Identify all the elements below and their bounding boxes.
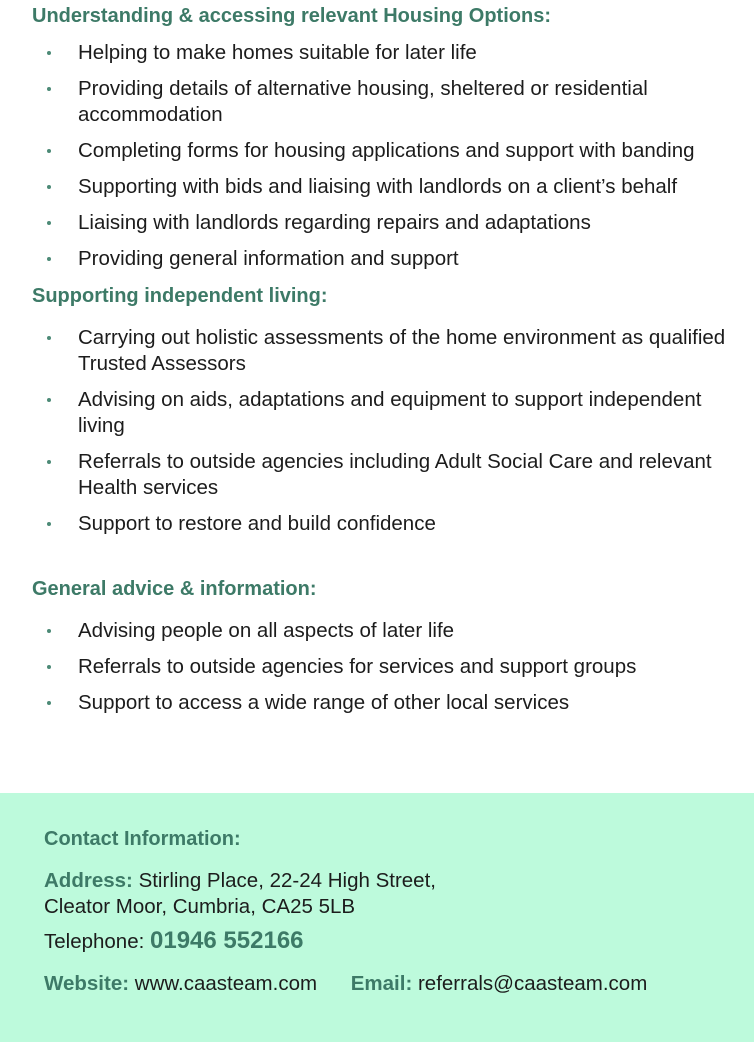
bullet-icon: [47, 701, 51, 705]
list-item-text: Support to access a wide range of other local services: [78, 691, 570, 714]
list-item-text: Completing forms for housing applications and support with banding: [78, 139, 695, 162]
contact-heading: Contact Information:: [44, 828, 241, 850]
list-item: [32, 325, 754, 377]
list-item-text: Referrals to outside agencies for services and support groups: [78, 655, 637, 678]
list-item-text: Providing general information and support: [78, 247, 459, 270]
bullet-icon: [47, 629, 51, 633]
bullet-icon: [47, 149, 51, 153]
email-link[interactable]: referrals@caasteam.com: [417, 972, 648, 995]
bullet-icon: [47, 185, 51, 189]
address-label: Address:: [44, 869, 133, 892]
bullet-icon: [47, 460, 51, 464]
list-item: [32, 138, 754, 164]
bullet-icon: [47, 665, 51, 669]
list-item: [32, 618, 754, 644]
list-item-text: Liaising with landlords regarding repairs and adaptations: [78, 211, 591, 234]
bullet-list: [32, 325, 754, 537]
bullet-icon: [47, 51, 51, 55]
website-link[interactable]: www.caasteam.com: [134, 972, 318, 995]
address-block: [44, 868, 754, 920]
section-heading: Supporting independent living:: [32, 285, 328, 307]
list-item-text: Helping to make homes suitable for later life: [78, 41, 477, 64]
list-item: [32, 387, 754, 439]
website-label: Website:: [44, 972, 130, 995]
list-item-text: Support to restore and build confidence: [78, 512, 436, 535]
bullet-icon: [47, 87, 51, 91]
list-item-text: Carrying out holistic assessments of the home environment as qualified Trusted Assessors: [78, 326, 726, 375]
section-independent-living: [32, 284, 754, 537]
bullet-icon: [47, 522, 51, 526]
list-item: [32, 210, 754, 236]
bullet-list: [32, 40, 754, 272]
list-item: [32, 246, 754, 272]
bullet-icon: [47, 221, 51, 225]
bullet-icon: [47, 257, 51, 261]
list-item: [32, 449, 754, 501]
bullet-list: [32, 618, 754, 716]
section-housing-options: [32, 4, 754, 272]
list-item: [32, 174, 754, 200]
list-item-text: Advising people on all aspects of later life: [78, 619, 455, 642]
web-email-row: [44, 971, 754, 997]
telephone-number[interactable]: 01946 552166: [150, 927, 304, 954]
section-heading: General advice & information:: [32, 578, 317, 600]
list-item-text: Advising on aids, adaptations and equipment to support independent living: [78, 388, 702, 437]
section-general-advice: [32, 577, 754, 716]
bullet-icon: [47, 398, 51, 402]
list-item-text: Supporting with bids and liaising with landlords on a client’s behalf: [78, 175, 678, 198]
section-heading: Understanding & accessing relevant Housing Options:: [32, 5, 551, 27]
list-item: [32, 654, 754, 680]
email-label: Email:: [350, 972, 413, 995]
address-line-2: Cleator Moor, Cumbria, CA25 5LB: [44, 895, 356, 918]
list-item: [32, 690, 754, 716]
telephone-label: Telephone:: [44, 930, 145, 953]
bullet-icon: [47, 336, 51, 340]
list-item-text: Referrals to outside agencies including Adult Social Care and relevant Health services: [78, 450, 712, 499]
list-item: [32, 511, 754, 537]
list-item: [32, 40, 754, 66]
list-item: [32, 76, 754, 128]
telephone-row: [44, 926, 754, 957]
list-item-text: Providing details of alternative housing, sheltered or residential accommodation: [78, 77, 648, 126]
contact-panel: [0, 793, 754, 1042]
address-line-1: Stirling Place, 22-24 High Street,: [138, 869, 436, 892]
